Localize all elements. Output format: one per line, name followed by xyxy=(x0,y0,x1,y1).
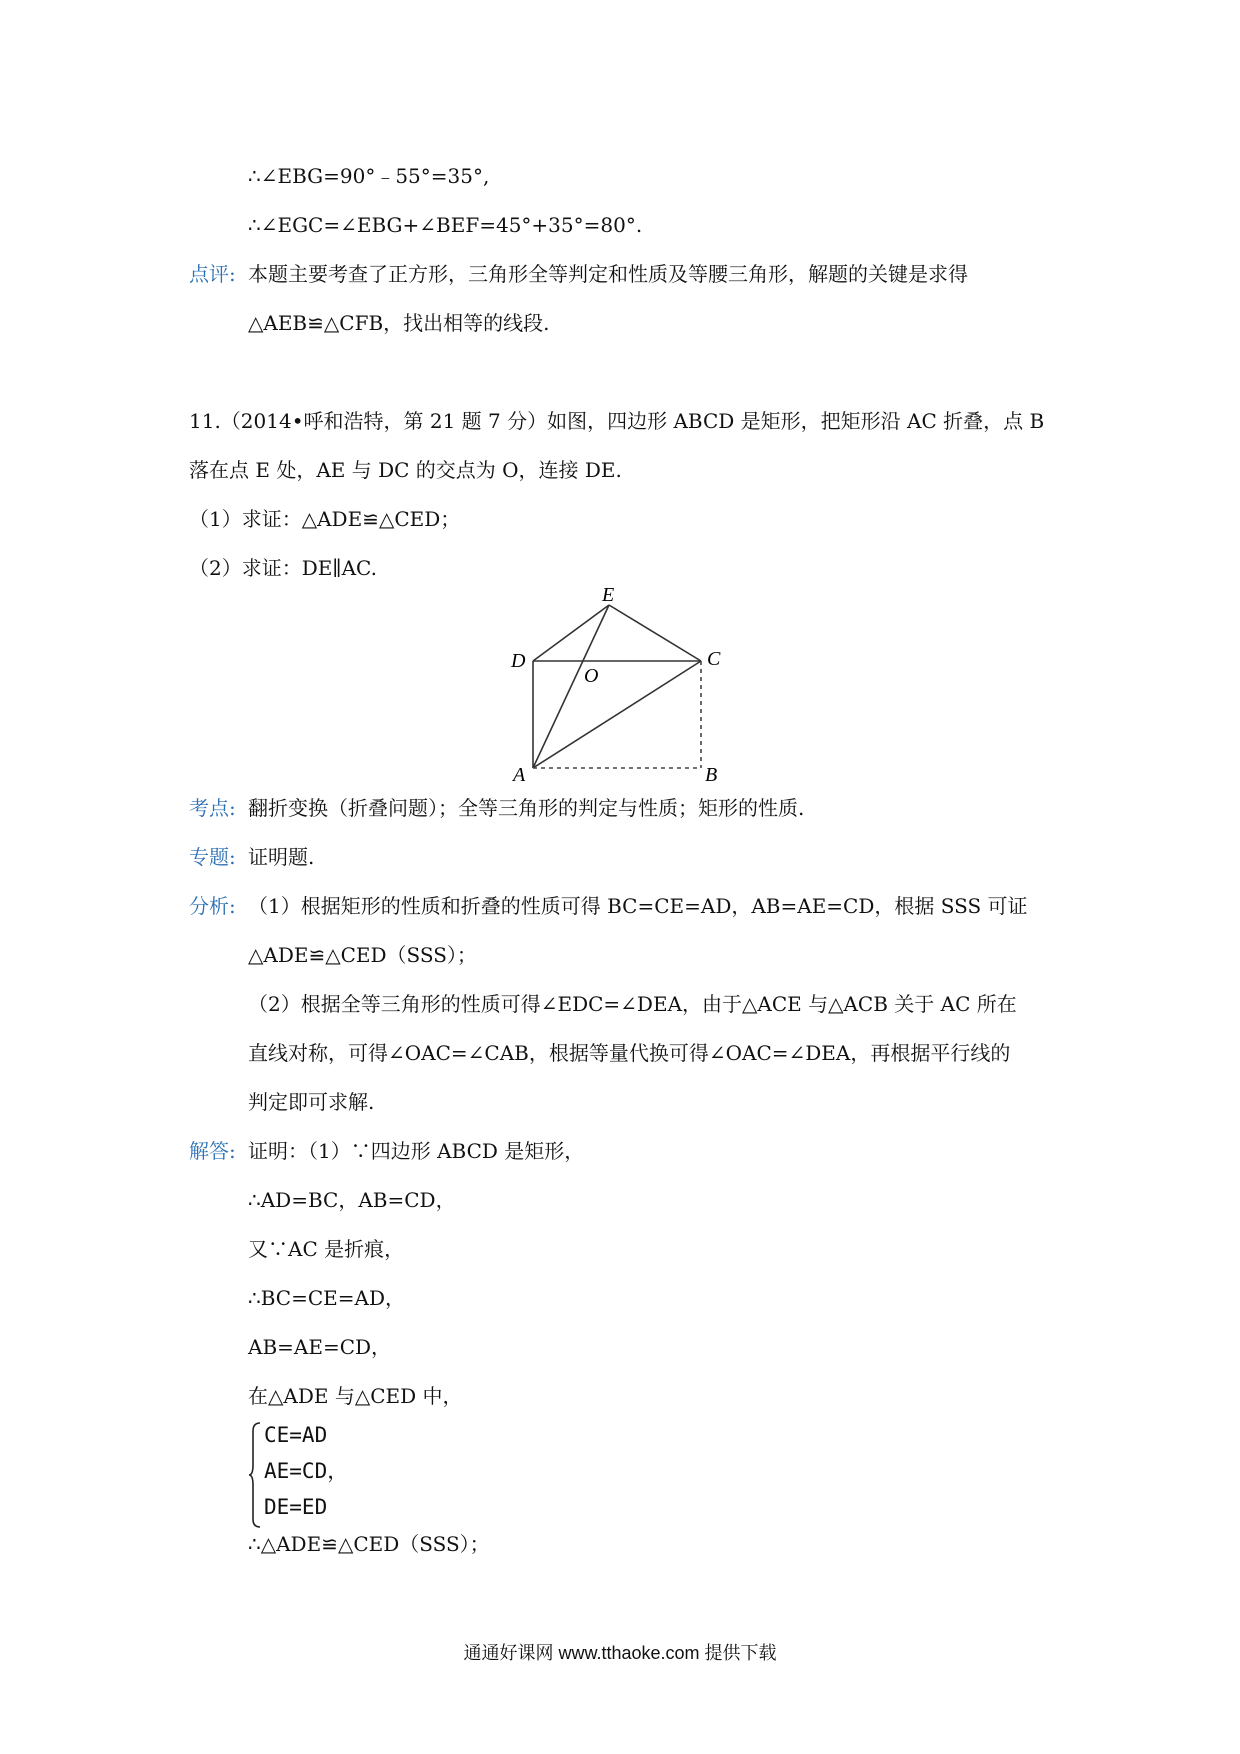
fenxi-line-3: （2）根据全等三角形的性质可得∠EDC=∠DEA，由于△ACE 与△ACB 关于 AC 所在 xyxy=(248,992,1017,1016)
fenxi-line-1: （1）根据矩形的性质和折叠的性质可得 BC=CE=AD，AB=AE=CD，根据 SSS 可证 xyxy=(248,894,1028,918)
geometry-figure xyxy=(500,585,750,785)
label-d: D xyxy=(511,650,526,672)
fenxi-line-5: 判定即可求解. xyxy=(248,1090,375,1114)
kaodian-text: 翻折变换（折叠问题）；全等三角形的判定与性质；矩形的性质. xyxy=(248,796,805,820)
problem-part-2: （2）求证：DE∥AC. xyxy=(189,556,377,580)
segment-ec xyxy=(609,605,701,661)
line-angle-ebg: ∴∠EBG=90°﹣55°=35°, xyxy=(248,164,490,188)
jieda-line-5: AB=AE=CD， xyxy=(248,1335,392,1359)
label-c: C xyxy=(707,648,721,670)
problem-statement-1: 11.（2014•呼和浩特，第 21 题 7 分）如图，四边形 ABCD 是矩形，把矩形沿 AC 折叠，点 B xyxy=(189,409,1045,433)
label-b: B xyxy=(705,764,718,785)
comment-text-2: △AEB≌△CFB，找出相等的线段. xyxy=(248,311,550,335)
system-eq-3: DE=ED xyxy=(264,1495,328,1519)
comment-text-1: 本题主要考查了正方形，三角形全等判定和性质及等腰三角形，解题的关键是求得 xyxy=(248,262,968,286)
jieda-line-2: ∴AD=BC，AB=CD， xyxy=(248,1188,456,1212)
jieda-line-1: 证明：（1）∵四边形 ABCD 是矩形， xyxy=(248,1139,585,1163)
jieda-line-4: ∴BC=CE=AD， xyxy=(248,1286,405,1310)
label-o: O xyxy=(584,665,599,687)
comment-label: 点评: xyxy=(189,262,236,286)
fenxi-line-4: 直线对称，可得∠OAC=∠CAB，根据等量代换可得∠OAC=∠DEA，再根据平行线的 xyxy=(248,1041,1011,1065)
fenxi-label: 分析: xyxy=(189,894,236,918)
system-eq-1: CE=AD xyxy=(264,1423,328,1447)
figure-svg xyxy=(500,585,750,785)
jieda-line-3: 又∵AC 是折痕， xyxy=(248,1237,405,1261)
jieda-conclusion: ∴△ADE≌△CED（SSS）； xyxy=(248,1532,490,1556)
left-brace-icon xyxy=(248,1421,262,1529)
segment-de xyxy=(533,605,609,661)
equation-system xyxy=(248,1421,368,1529)
problem-statement-2: 落在点 E 处，AE 与 DC 的交点为 O，连接 DE. xyxy=(189,458,622,482)
label-e: E xyxy=(602,585,615,606)
zhuanti-label: 专题: xyxy=(189,845,236,869)
problem-part-1: （1）求证：△ADE≌△CED； xyxy=(189,507,461,531)
jieda-label: 解答: xyxy=(189,1139,236,1163)
kaodian-label: 考点: xyxy=(189,796,236,820)
line-angle-egc: ∴∠EGC=∠EBG+∠BEF=45°+35°=80°. xyxy=(248,213,643,237)
page-footer: 通通好课网 www.tthaoke.com 提供下载 xyxy=(463,1643,777,1663)
jieda-line-6: 在△ADE 与△CED 中， xyxy=(248,1384,463,1408)
fenxi-line-2: △ADE≌△CED（SSS）； xyxy=(248,943,477,967)
label-a: A xyxy=(513,764,526,785)
system-eq-2: AE=CD， xyxy=(264,1459,349,1483)
zhuanti-text: 证明题. xyxy=(248,845,315,869)
